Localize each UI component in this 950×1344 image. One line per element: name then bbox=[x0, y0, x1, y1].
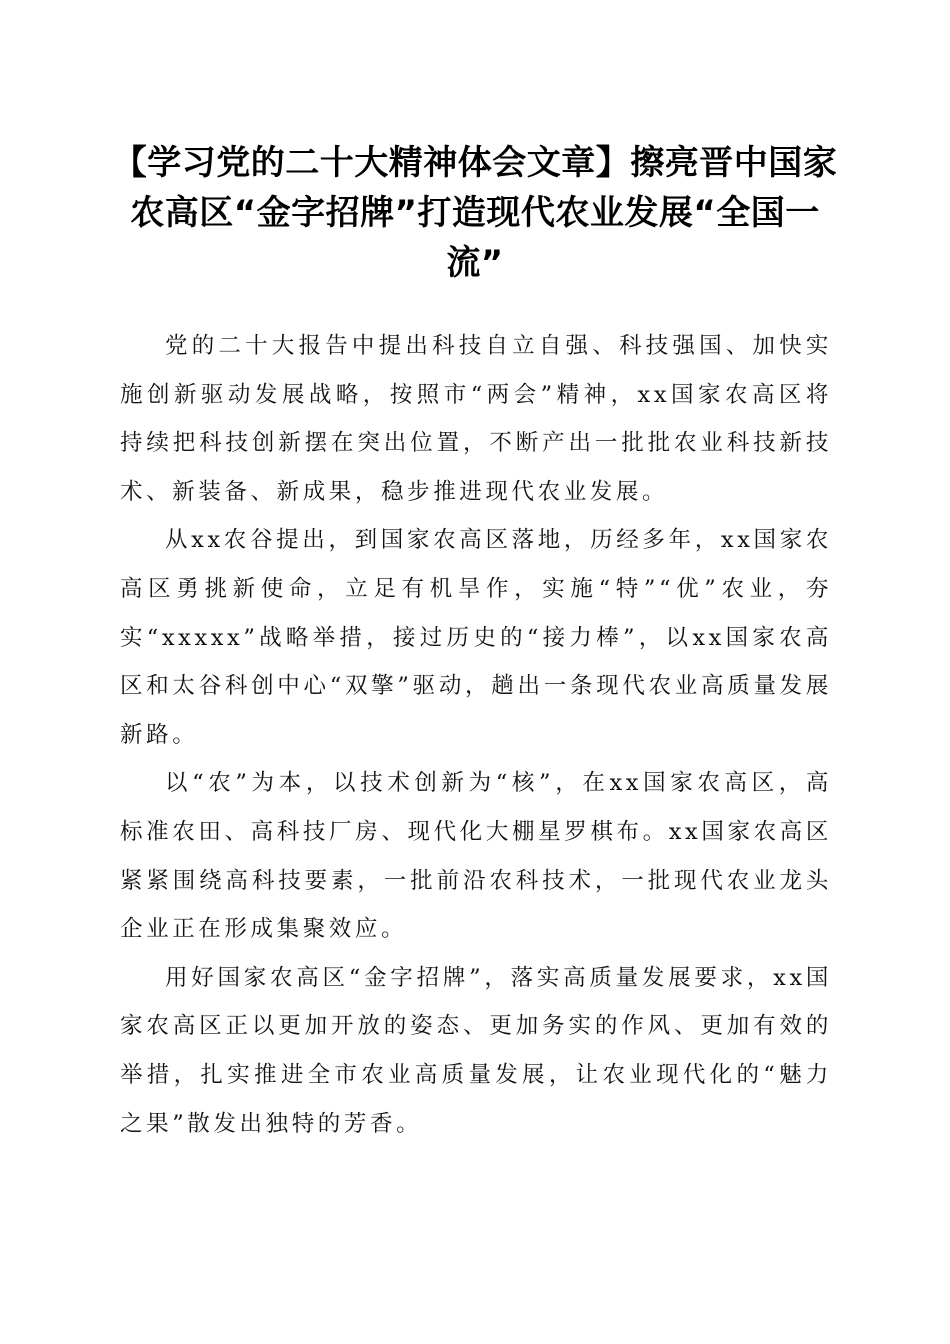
paragraph: 用好国家农高区“金字招牌”，落实高质量发展要求，xx国家农高区正以更加开放的姿态、更加务实的作风、更加有效的举措，扎实推进全市农业高质量发展，让农业现代化的“魅力之果”散发出独特的芳香。 bbox=[120, 964, 832, 1137]
paragraph: 党的二十大报告中提出科技自立自强、科技强国、加快实施创新驱动发展战略，按照市“两会”精神，xx国家农高区将持续把科技创新摆在突出位置，不断产出一批批农业科技新技术、新装备、新成果，稳步推进现代农业发展。 bbox=[120, 333, 832, 505]
paragraph: 从xx农谷提出，到国家农高区落地，历经多年，xx国家农高区勇挑新使命，立足有机旱作，实施“特”“优”农业，夯实“xxxxx”战略举措，接过历史的“接力棒”，以xx国家农高区和太谷科创中心“双擎”驱动，趟出一条现代农业高质量发展新路。 bbox=[120, 527, 832, 748]
paragraph: 以“农”为本，以技术创新为“核”，在xx国家农高区，高标准农田、高科技厂房、现代化大棚星罗棋布。xx国家农高区紧紧围绕高科技要素，一批前沿农科技术，一批现代农业龙头企业正在形成集聚效应。 bbox=[120, 770, 832, 943]
document-title: 【学习党的二十大精神体会文章】擦亮晋中国家农高区“金字招牌”打造现代农业发展“全国一流” bbox=[112, 143, 838, 283]
document-body bbox=[120, 322, 832, 1148]
